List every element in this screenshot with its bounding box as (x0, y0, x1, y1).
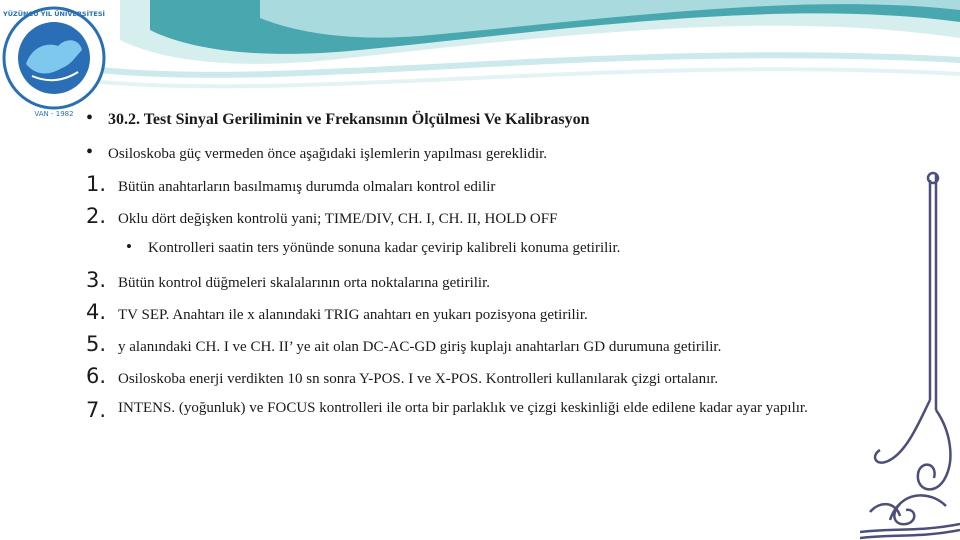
step-number: 4. (86, 300, 107, 324)
bullet-glyph: • (86, 141, 94, 163)
step-row-6 (86, 366, 718, 388)
logo-bottom-text: VAN - 1982 (34, 110, 74, 118)
step-number: 1. (86, 172, 107, 196)
step-row-4 (86, 302, 588, 324)
intro-text: Osiloskoba güç vermeden önce aşağıdaki işlemlerin yapılması gereklidir. (108, 146, 548, 162)
decorative-frame (860, 160, 960, 540)
step-text: y alanındaki CH. I ve CH. II’ ye ait olan DC-AC-GD giriş kuplajı anahtarları GD durumuna getirilir. (118, 339, 722, 355)
step-number: 7. (86, 398, 107, 422)
heading-row (86, 108, 590, 129)
step-text: INTENS. (yoğunluk) ve FOCUS kontrolleri ile orta bir parlaklık ve çizgi keskinliği elde edilene kadar ayar yapılır. (118, 400, 808, 416)
header-swoosh (0, 0, 960, 120)
sub-bullet-row (126, 238, 620, 257)
step-number: 2. (86, 204, 107, 228)
step-text: Oklu dört değişken kontrolü yani; TIME/DIV, CH. I, CH. II, HOLD OFF (118, 211, 558, 227)
step-text: TV SEP. Anahtarı ile x alanındaki TRIG anahtarı en yukarı pozisyona getirilir. (118, 307, 588, 323)
bullet-glyph: • (86, 107, 94, 129)
intro-row (86, 142, 547, 163)
bullet-glyph: • (126, 237, 132, 256)
slide-heading: 30.2. Test Sinyal Geriliminin ve Frekansının Ölçülmesi Ve Kalibrasyon (108, 111, 590, 128)
step-row-1 (86, 174, 495, 196)
step-number: 5. (86, 332, 107, 356)
step-text: Bütün anahtarların basılmamış durumda olmaları kontrol edilir (118, 179, 496, 195)
university-logo (2, 2, 106, 120)
step-row-2 (86, 206, 557, 228)
step-row-7 (86, 398, 878, 422)
step-number: 3. (86, 268, 107, 292)
step-text: Bütün kontrol düğmeleri skalalarının orta noktalarına getirilir. (118, 275, 490, 291)
sub-bullet-text: Kontrolleri saatin ters yönünde sonuna kadar çevirip kalibreli konuma getirilir. (148, 240, 621, 256)
step-text: Osiloskoba enerji verdikten 10 sn sonra Y-POS. I ve X-POS. Kontrolleri kullanılarak çizgi ortalanır. (118, 371, 719, 387)
logo-ring-text: YÜZÜNCÜ YIL ÜNİVERSİTESİ (3, 10, 105, 18)
step-row-5 (86, 334, 721, 356)
step-number: 6. (86, 364, 107, 388)
step-row-3 (86, 270, 490, 292)
